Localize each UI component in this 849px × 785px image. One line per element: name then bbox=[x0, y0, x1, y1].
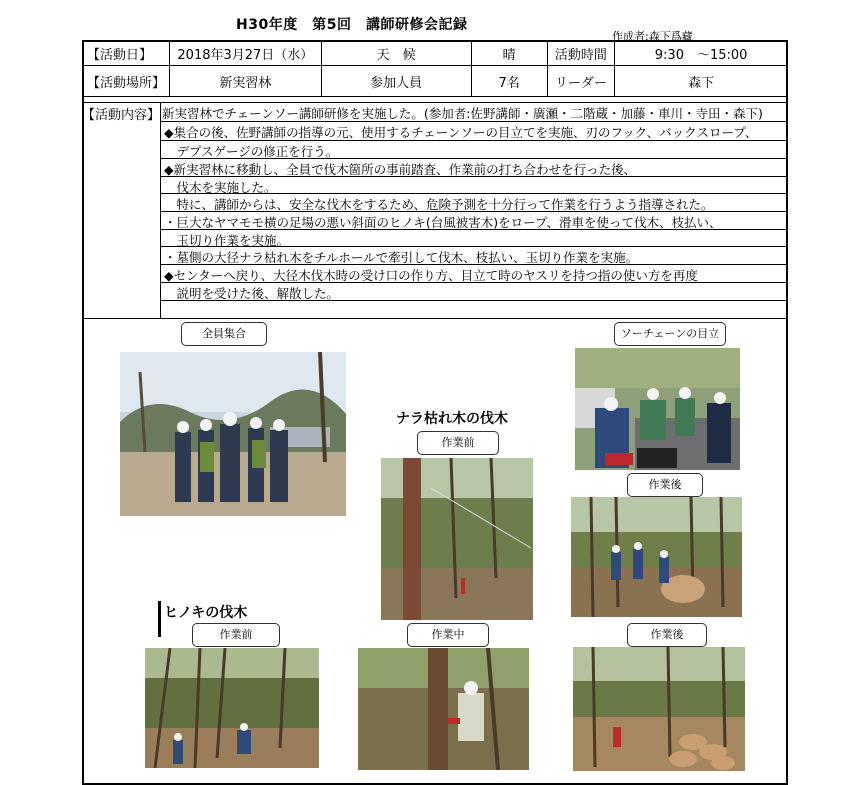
leader-label: リーダー bbox=[547, 66, 615, 97]
count-label: 参加人員 bbox=[321, 66, 471, 97]
content-line-3: デプスゲージの修正を行う。 bbox=[164, 144, 339, 159]
time-value: 9:30 〜15:00 bbox=[615, 41, 788, 66]
saw-chain-photo bbox=[575, 348, 740, 470]
content-line-2: ◆集合の後、佐野講師の指導の元、使用するチェーンソーの目立てを実施、刃のフック、バックスロープ、 bbox=[164, 125, 758, 140]
nara-caption: ナラ枯れ木の伐木 bbox=[396, 411, 508, 427]
author-label: 作成者:森下爲藏 bbox=[612, 30, 693, 43]
content-label: 【活動内容】 bbox=[82, 108, 161, 123]
content-line-1: 新実習林でチェーンソー講師研修を実施した。(参加者:佐野講師・廣瀬・二階蔵・加藤・車川・寺田・森下) bbox=[162, 106, 763, 121]
group-photo bbox=[120, 352, 346, 516]
time-label: 活動時間 bbox=[547, 41, 615, 66]
weather-label: 天 候 bbox=[321, 41, 471, 66]
content-line-11: 説明を受けた後、解散した。 bbox=[164, 286, 340, 301]
content-line-5: 伐木を実施した。 bbox=[164, 180, 277, 195]
hinoki-before-label: 作業前 bbox=[192, 623, 280, 647]
content-line-7: ・巨大なヤマモモ横の足場の悪い斜面のヒノキ(台風被害木)をロープ、滑車を使って伐木、枝払い、 bbox=[164, 215, 722, 230]
saw-photo-label: ソーチェーンの目立 bbox=[614, 322, 726, 346]
hinoki-during-photo bbox=[358, 648, 529, 770]
content-line-8: 玉切り作業を実施。 bbox=[164, 233, 290, 248]
group-photo-label: 全員集合 bbox=[181, 322, 267, 346]
hinoki-before-photo bbox=[145, 648, 319, 768]
content-line-4: ◆新実習林に移動し、全員で伐木箇所の事前踏査、作業前の打ち合わせを行った後、 bbox=[164, 162, 637, 177]
page-title: H30年度 第5回 講師研修会記録 bbox=[236, 17, 468, 33]
count-value: 7名 bbox=[471, 66, 547, 97]
hinoki-during-label: 作業中 bbox=[407, 623, 489, 647]
nara-after-photo bbox=[571, 497, 742, 617]
leader-value: 森下 bbox=[615, 66, 788, 97]
hinoki-caption: ヒノキの伐木 bbox=[164, 605, 248, 621]
place-label: 【活動場所】 bbox=[83, 66, 170, 97]
content-line-6: 特に、講師からは、安全な伐木をするため、危険予測を十分行って作業を行うよう指導された。 bbox=[164, 197, 714, 212]
content-line-10: ◆センターへ戻り、大径木伐木時の受け口の作り方、目立て時のヤスリを持つ指の使い方を再度 bbox=[164, 268, 698, 283]
date-label: 【活動日】 bbox=[83, 41, 170, 66]
content-line-9: ・墓側の大径ナラ枯れ木をチルホールで牽引して伐木、枝払い、玉切り作業を実施。 bbox=[164, 250, 639, 265]
place-value: 新実習林 bbox=[170, 66, 322, 97]
weather-value: 晴 bbox=[471, 41, 547, 66]
date-value: 2018年3月27日（水） bbox=[170, 41, 322, 66]
hinoki-after-label: 作業後 bbox=[627, 623, 707, 647]
hinoki-after-photo bbox=[573, 647, 745, 771]
nara-before-label: 作業前 bbox=[417, 431, 499, 455]
nara-after-label: 作業後 bbox=[627, 473, 703, 497]
nara-before-photo bbox=[381, 458, 533, 620]
